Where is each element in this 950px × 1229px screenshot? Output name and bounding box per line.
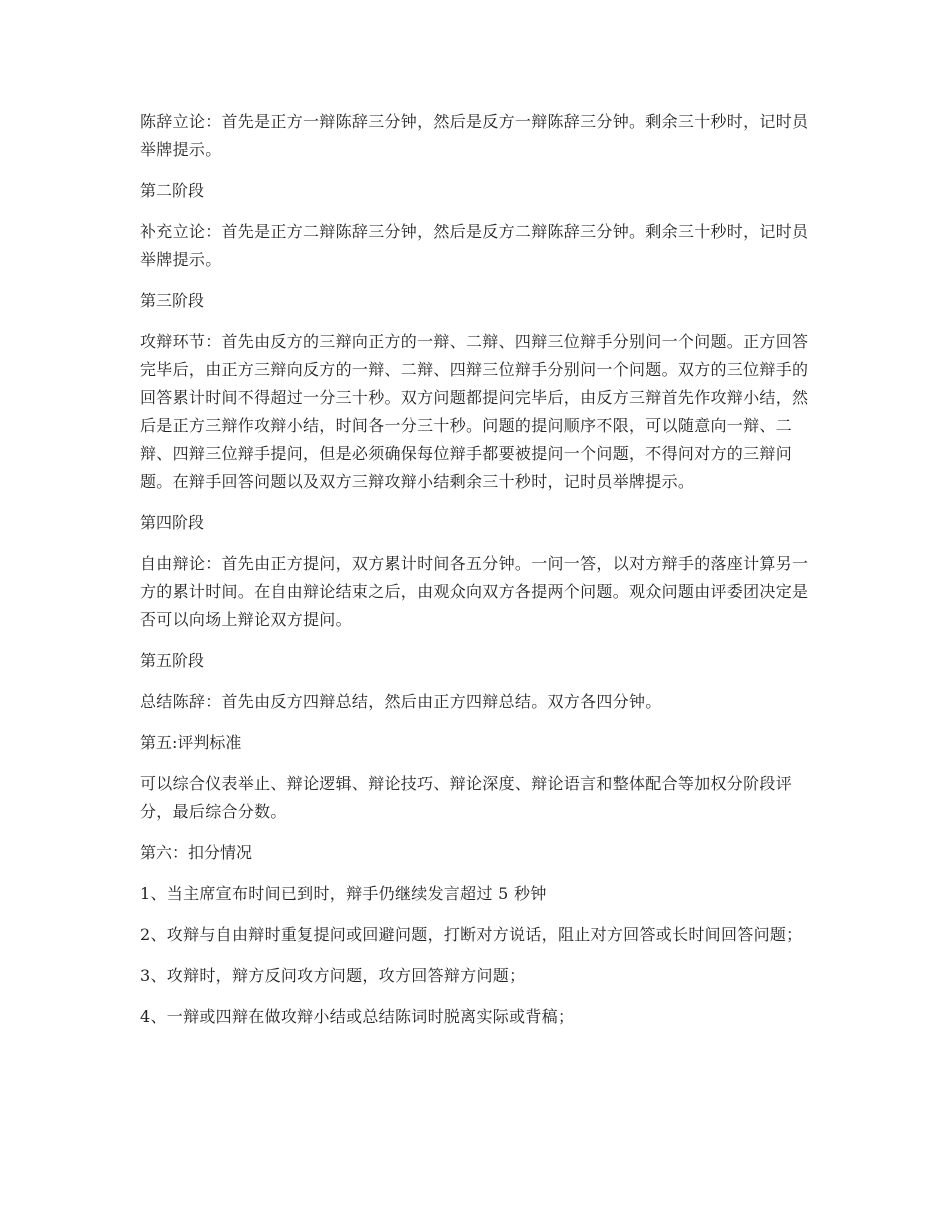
paragraph-opening-statement: 陈辞立论：首先是正方一辩陈辞三分钟，然后是反方一辩陈辞三分钟。剩余三十秒时，记时员举牌提示。: [140, 112, 809, 159]
list-item-deduction-2: 2、攻辩与自由辩时重复提问或回避问题，打断对方说话，阻止对方回答或长时间回答问题；: [140, 925, 803, 944]
section-heading-stage-4: 第四阶段: [140, 513, 205, 532]
paragraph-judging-criteria: 可以综合仪表举止、辩论逻辑、辩论技巧、辩论深度、辩论语言和整体配合等加权分阶段评分，最后综合分数。: [140, 774, 793, 821]
list-item-deduction-3: 3、攻辩时，辩方反问攻方问题，攻方回答辩方问题；: [140, 966, 526, 985]
section-heading-stage-3: 第三阶段: [140, 291, 205, 310]
list-item-deduction-1: 1、当主席宣布时间已到时，辩手仍继续发言超过 5 秒钟: [140, 884, 547, 903]
section-heading-stage-5: 第五阶段: [140, 651, 205, 670]
paragraph-supplementary-statement: 补充立论：首先是正方二辩陈辞三分钟，然后是反方二辩陈辞三分钟。剩余三十秒时，记时员举牌提示。: [140, 222, 809, 269]
section-heading-stage-2: 第二阶段: [140, 181, 205, 200]
paragraph-closing-statement: 总结陈辞：首先由反方四辩总结，然后由正方四辩总结。双方各四分钟。: [140, 692, 662, 711]
section-heading-judging-criteria: 第五:评判标准: [140, 733, 242, 752]
section-heading-deductions: 第六：扣分情况: [140, 843, 253, 862]
paragraph-free-debate: 自由辩论：首先由正方提问，双方累计时间各五分钟。一问一答，以对方辩手的落座计算另一方的累计时间。在自由辩论结束之后，由观众向双方各提两个问题。观众问题由评委团决定是否可以向场上辩论双方提问。: [140, 554, 809, 629]
list-item-deduction-4: 4、一辩或四辩在做攻辩小结或总结陈词时脱离实际或背稿；: [140, 1007, 575, 1026]
paragraph-cross-examination: 攻辩环节：首先由反方的三辩向正方的一辩、二辩、四辩三位辩手分别问一个问题。正方回答完毕后，由正方三辩向反方的一辩、二辩、四辩三位辩手分别问一个问题。双方的三位辩手的回答累计时间不得超过一分三十秒。双方问题都提问完毕后，由反方三辩首先作攻辩小结，然后是正方三辩作攻辩小结，时间各一分三十秒。问题的提问顺序不限，可以随意向一辩、二辩、四辩三位辩手提问，但是必须确保每位辩手都要被提问一个问题，不得问对方的三辩问题。在辩手回答问题以及双方三辩攻辩小结剩余三十秒时，记时员举牌提示。: [140, 332, 809, 491]
document-page: [140, 108, 810, 1044]
